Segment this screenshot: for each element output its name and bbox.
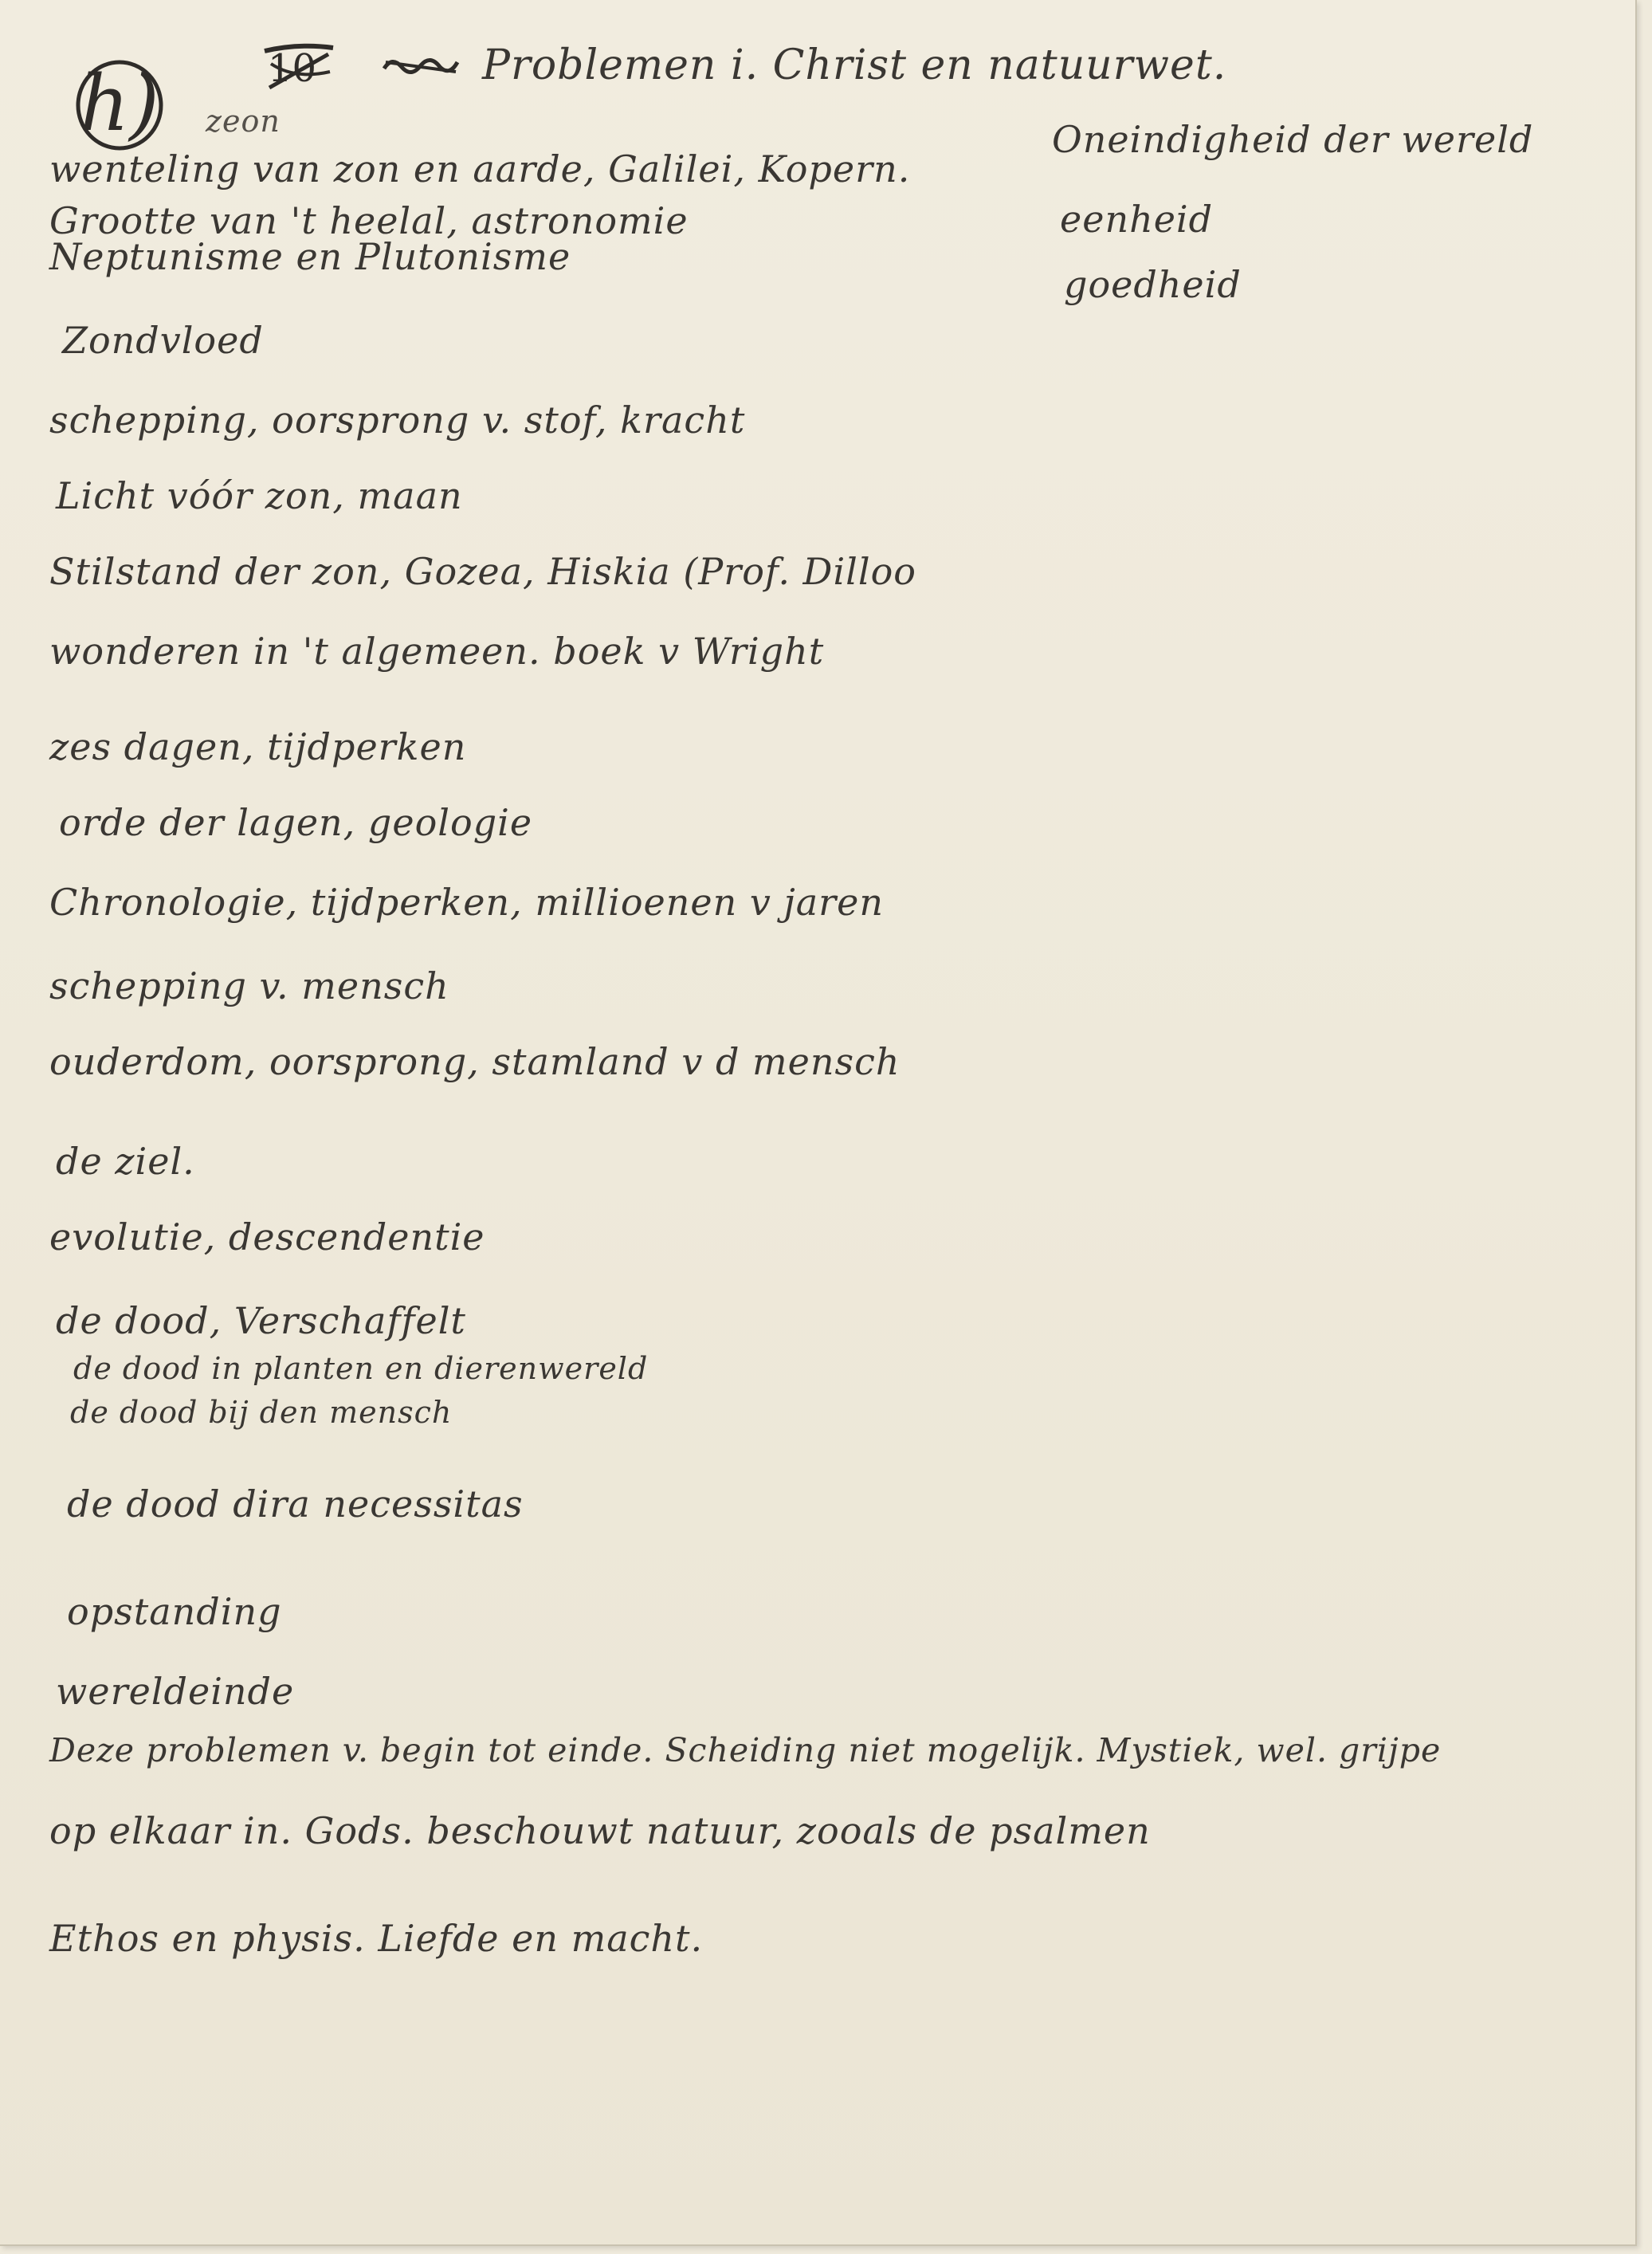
- text-line: Licht vóór zon, maan: [56, 474, 463, 517]
- text-line: zes dagen, tijdperken: [49, 725, 467, 768]
- text-line: evolutie, descendentie: [49, 1215, 485, 1259]
- text-line: wonderen in 't algemeen. boek v Wright: [49, 630, 825, 673]
- svg-text:10: 10: [268, 46, 317, 91]
- text-line: Neptunisme en Plutonisme: [49, 235, 571, 278]
- text-line: de ziel.: [56, 1140, 195, 1183]
- text-line: wenteling van zon en aarde, Galilei, Kopern.: [49, 147, 911, 190]
- text-line: Stilstand der zon, Gozea, Hiskia (Prof. Dilloo: [49, 550, 916, 593]
- circle-mark-icon: [72, 56, 167, 151]
- text-line: op elkaar in. Gods. beschouwt natuur, zooals de psalmen: [49, 1809, 1151, 1852]
- text-line: Chronologie, tijdperken, millioenen v jaren: [49, 881, 885, 924]
- text-line: de dood, Verschaffelt: [56, 1299, 466, 1342]
- struck-out-mark-icon: [263, 40, 335, 96]
- right-note: goedheid: [1064, 263, 1242, 306]
- document-title: Problemen i. Christ en natuurwet.: [482, 41, 1227, 89]
- right-note: eenheid: [1060, 198, 1214, 241]
- text-line: ouderdom, oorsprong, stamland v d mensch: [49, 1040, 901, 1083]
- text-line: Zondvloed: [62, 319, 264, 362]
- text-line: de dood bij den mensch: [70, 1395, 453, 1430]
- text-line: de dood in planten en dierenwereld: [73, 1351, 649, 1386]
- text-line: schepping v. mensch: [49, 964, 449, 1007]
- text-line: orde der lagen, geologie: [59, 801, 533, 844]
- scribble-mark-icon: [381, 49, 461, 81]
- text-line: wereldeinde: [56, 1670, 295, 1713]
- text-line: Ethos en physis. Liefde en macht.: [49, 1917, 704, 1960]
- text-line: opstanding: [67, 1590, 282, 1633]
- text-line: schepping, oorsprong v. stof, kracht: [49, 399, 746, 442]
- text-line: de dood dira necessitas: [67, 1482, 524, 1526]
- page-number: h): [72, 56, 167, 151]
- text-line: Grootte van 't heelal, astronomie: [49, 199, 689, 242]
- text-line: Deze problemen v. begin tot einde. Scheiding niet mogelijk. Mystiek, wel. grijpe: [49, 1731, 1442, 1769]
- header-note: zeon: [206, 104, 281, 139]
- right-note: Oneindigheid der wereld: [1052, 118, 1534, 161]
